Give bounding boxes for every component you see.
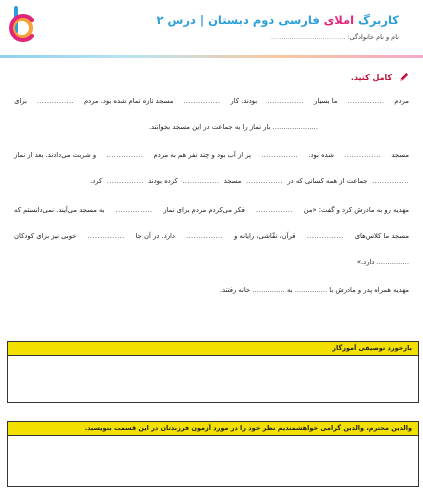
title-prefix: کاربرگ — [358, 13, 399, 27]
exercise-line-4: ............... جماعت از همه کسانی که در ............... مسجد ............... کرده بودند ............... کرد. — [90, 177, 409, 185]
exercise-line-6: مسجد ما کلاس‌های ............... قرآن، نقّاشی، رایانه و ............... دارد. در آن جا ............... خوبی نیز برای کودکان — [14, 232, 409, 240]
exercise-line-5: مهدیه رو به مادرش کرد و گفت: «من ............... فکر می‌کردم مردم برای نماز ............... به مسجد می‌آیند. نمی‌دانستم که — [14, 206, 409, 214]
student-name-label: نام و نام خانوادگی: — [347, 33, 399, 41]
teacher-feedback-label: بازخورد توصیفی آموزگار — [8, 342, 418, 356]
section-heading-text: کامل کنید. — [350, 73, 393, 82]
student-name-blank: .................................... — [270, 33, 346, 41]
parent-feedback-box[interactable] — [7, 421, 419, 487]
title-suffix: فارسی دوم دبستان | درس ۲ — [156, 13, 320, 27]
exercise-line-7: ............... دارد.» — [356, 258, 409, 266]
header-divider — [0, 55, 423, 58]
parent-feedback-label: والدین محترم، والدین گرامی خواهشمندیم نظر خود را در مورد آزمون فرزندتان در این قسمت بنویسید. — [8, 422, 418, 436]
student-name-line — [271, 33, 399, 41]
page-title — [156, 13, 399, 27]
pencil-icon — [398, 72, 409, 83]
exercise-line-1: مردم ............... ما بسیار ............... بودند. کار ............... مسجد تازه تمام شده بود. مردم ............... برای — [14, 97, 409, 105]
exercise-line-8: مهدیه همراه پدر و مادرش با ............... به ............... خانه رفتند. — [219, 286, 409, 294]
teacher-feedback-box[interactable] — [7, 341, 419, 403]
section-heading — [351, 72, 409, 83]
exercise-line-2: ..................... بار نماز را به جماعت در این مسجد بخوانند. — [148, 123, 318, 131]
exercise-line-3: مسجد ............... شده بود. ............... پر از آب بود و چند نفر هم به مردم ............... و شربت می‌دادند. بعد از نماز — [14, 151, 409, 159]
title-highlight: املای — [323, 13, 355, 27]
brand-logo-icon — [6, 6, 38, 50]
